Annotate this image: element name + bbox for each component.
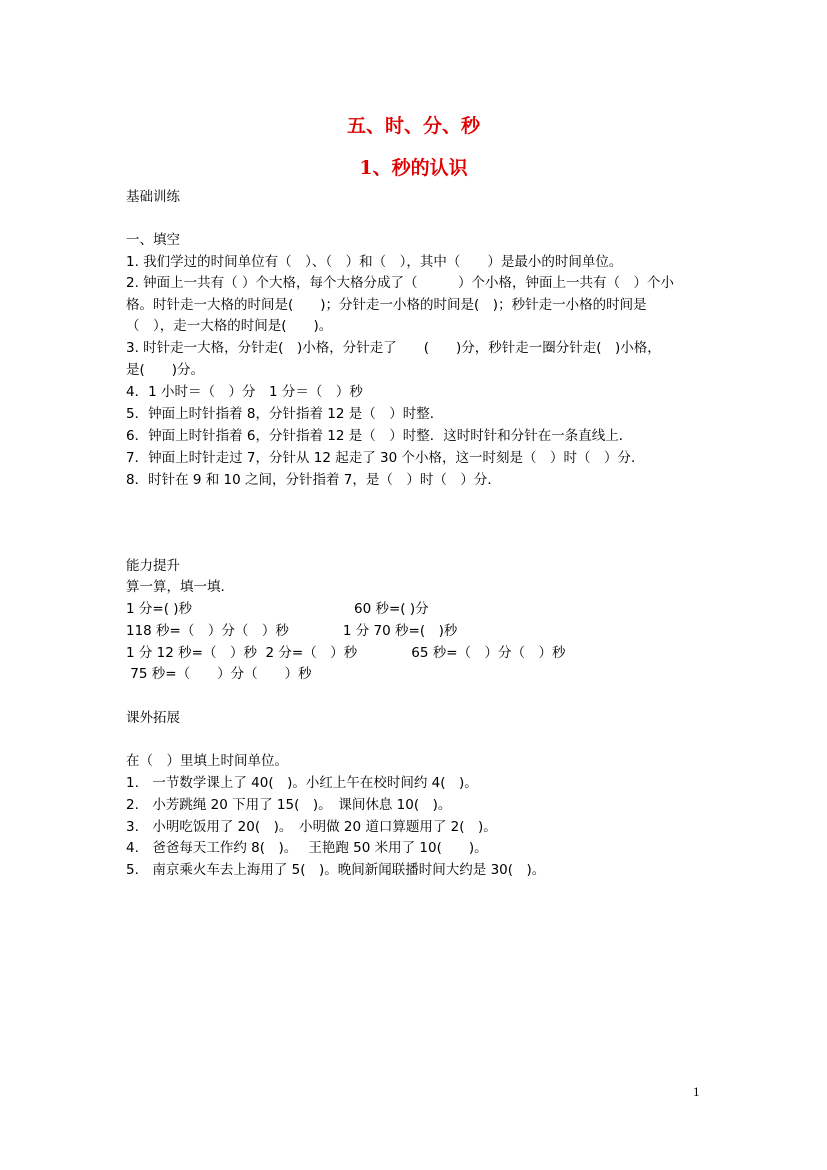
section-heading-basic: 基础训练 [126, 189, 180, 205]
question-line: 6．钟面上时针指着 6，分针指着 12 是（ ）时整．这时时针和分针在一条直线上． [126, 428, 633, 444]
extension-line: 1. 一节数学课上了 40( )。小红上午在校时间约 4( )。 [126, 775, 478, 791]
question-line: 4．1 小时＝（ ）分 1 分＝（ ）秒 [126, 384, 363, 400]
extension-line: 2. 小芳跳绳 20 下用了 15( )。 课间休息 10( )。 [126, 797, 452, 813]
part-heading-fill-blank: 一、填空 [126, 232, 180, 248]
ability-intro: 算一算，填一填. [126, 579, 225, 595]
question-line: 7．钟面上时针走过 7，分针从 12 起走了 30 个小格，这一时刻是（ ）时（ ）分． [126, 450, 645, 466]
question-line: 8．时针在 9 和 10 之间，分针指着 7，是（ ）时（ ）分． [126, 472, 501, 488]
exercise-line: 1 分 12 秒=（ ）秒 2 分=（ ）秒 65 秒=（ ）分（ ）秒 [126, 645, 566, 661]
section-heading-ability: 能力提升 [126, 558, 180, 574]
page-number: 1 [693, 1084, 700, 1099]
extension-line: 4. 爸爸每天工作约 8( )。 王艳跑 50 米用了 10( )。 [126, 840, 488, 856]
question-line: 2. 钟面上一共有（ ）个大格，每个大格分成了（ ）个小格，钟面上一共有（ ）个小 [126, 275, 674, 291]
question-line: 3. 时针走一大格，分针走( )小格，分针走了 ( )分，秒针走一圈分针走( )小格， [126, 340, 661, 356]
question-line: （ ），走一大格的时间是( )。 [126, 318, 333, 334]
extension-line: 3. 小明吃饭用了 20( )。 小明做 20 道口算题用了 2( )。 [126, 819, 497, 835]
unit-title: 五、时、分、秒 [346, 115, 480, 137]
exercise-line: 118 秒=（ ）分（ ）秒 1 分 70 秒=( )秒 [126, 623, 458, 639]
question-line: 是( )分。 [126, 362, 205, 378]
extension-intro: 在（ ）里填上时间单位。 [126, 753, 288, 769]
question-line: 5．钟面上时针指着 8，分针指着 12 是（ ）时整． [126, 406, 444, 422]
question-line: 1. 我们学过的时间单位有（ ）、（ ）和（ ），其中（ ）是最小的时间单位。 [126, 254, 623, 270]
exercise-line: 75 秒=（ ）分（ ）秒 [126, 666, 312, 682]
extension-line: 5. 南京乘火车去上海用了 5( )。晚间新闻联播时间大约是 30( )。 [126, 862, 546, 878]
lesson-title: 1、秒的认识 [359, 157, 468, 179]
question-line: 格。时针走一大格的时间是( )；分针走一小格的时间是( )；秒针走一小格的时间是 [126, 297, 647, 313]
section-heading-extension: 课外拓展 [126, 710, 180, 726]
exercise-line: 1 分=( )秒 60 秒=( )分 [126, 601, 429, 617]
